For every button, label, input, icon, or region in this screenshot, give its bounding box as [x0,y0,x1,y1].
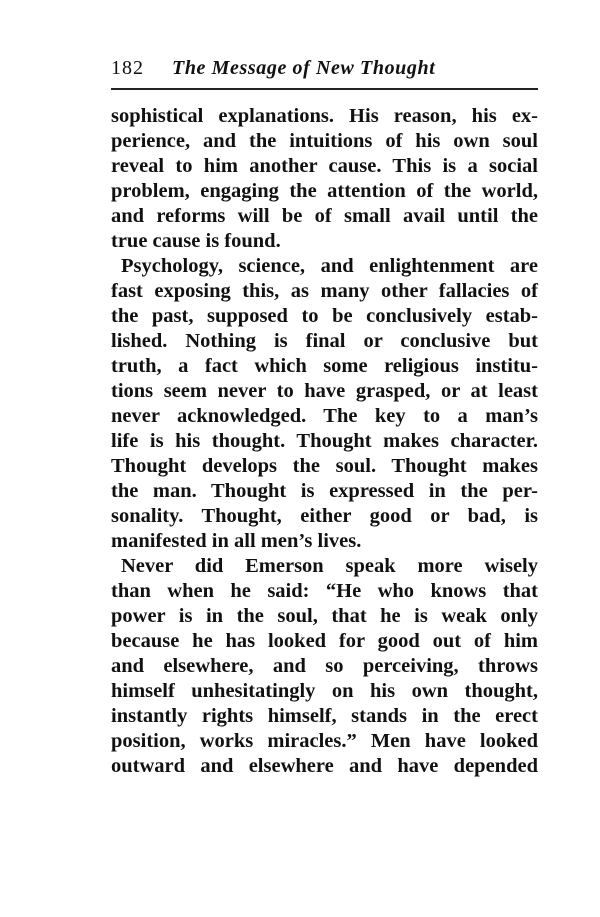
text-line-content: true cause is found. [111,230,281,252]
text-line [111,404,538,429]
running-title: The Message of New Thought [172,57,436,79]
text-line [111,129,538,154]
text-line [111,729,538,754]
text-line-content: truth, a fact which some religious institu- [111,355,538,377]
text-line-content: tions seem never to have grasped, or at least [111,380,538,402]
text-line-content: because he has looked for good out of him [111,630,538,652]
text-line-content: perience, and the intuitions of his own soul [111,130,538,152]
text-line-content: Never did Emerson speak more wisely [121,555,538,577]
header-rule [111,88,538,90]
text-line-content: than when he said: “He who knows that [111,580,538,602]
text-line-content: Psychology, science, and enlightenment are [121,255,538,277]
text-line [111,254,538,279]
text-line [111,179,538,204]
text-line-content: power is in the soul, that he is weak only [111,605,538,627]
text-line-content: himself unhesitatingly on his own thought, [111,680,538,702]
text-line-content: manifested in all men’s lives. [111,530,362,552]
text-line-content: reveal to him another cause. This is a social [111,155,538,177]
text-line [111,604,538,629]
body-text [111,104,538,779]
text-line [111,429,538,454]
text-line [111,104,538,129]
text-line [111,554,538,579]
text-line [111,454,538,479]
text-line-content: fast exposing this, as many other fallacies of [111,280,538,302]
text-line-content: never acknowledged. The key to a man’s [111,405,538,427]
text-line [111,654,538,679]
text-line [111,154,538,179]
text-line [111,304,538,329]
text-line-content: instantly rights himself, stands in the erect [111,705,538,727]
text-line [111,279,538,304]
page-number: 182 [111,57,144,79]
text-line-content: Thought develops the soul. Thought makes [111,455,538,477]
text-line-content: and reforms will be of small avail until the [111,205,538,227]
text-line [111,704,538,729]
text-line-content: the man. Thought is expressed in the per- [111,480,538,502]
text-line [111,479,538,504]
text-line [111,754,538,779]
text-line [111,229,538,254]
text-line [111,579,538,604]
text-line-content: lished. Nothing is final or conclusive but [111,330,538,352]
text-line-content: sophistical explanations. His reason, his ex- [111,105,538,127]
text-line [111,504,538,529]
text-line-content: position, works miracles.” Men have looked [111,730,538,752]
text-line-content: life is his thought. Thought makes character. [111,430,538,452]
text-line [111,354,538,379]
text-line [111,379,538,404]
running-header [111,57,538,85]
text-line-content: and elsewhere, and so perceiving, throws [111,655,538,677]
text-line [111,204,538,229]
text-line [111,629,538,654]
text-line-content: outward and elsewhere and have depended [111,755,538,777]
text-line [111,679,538,704]
text-line [111,529,538,554]
text-line-content: sonality. Thought, either good or bad, is [111,505,538,527]
text-line [111,329,538,354]
text-line-content: problem, engaging the attention of the world, [111,180,538,202]
text-line-content: the past, supposed to be conclusively estab- [111,305,538,327]
